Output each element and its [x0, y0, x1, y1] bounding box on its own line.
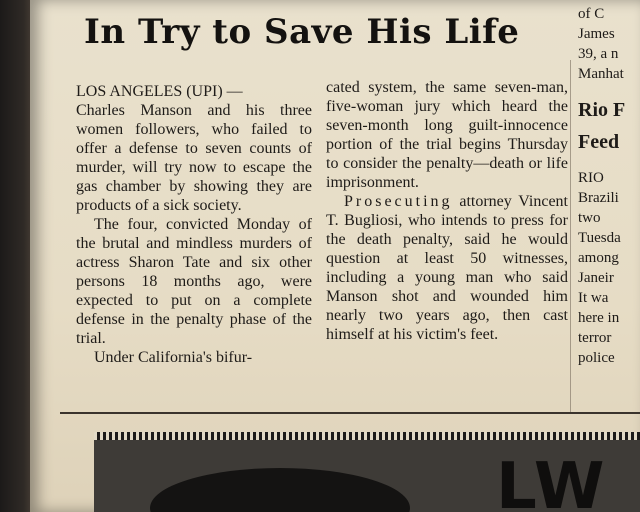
middle-paragraph-1: cated system, the same seven-man, five-woman jury which heard the seven-month long guilt-innocence portion of the trial begins Thursday to consider the penalty—death or life imprisonment.	[326, 79, 568, 191]
right-line: terror	[578, 330, 612, 346]
background-edge	[0, 0, 34, 512]
left-paragraph-2: The four, convicted Monday of the brutal and mindless murders of actress Sharon Tate and six other persons 18 months ago, were expected to put on a complete defense in the penalty phase of the trial.	[76, 216, 312, 347]
newspaper-page	[30, 0, 640, 512]
right-line: 39, a n	[578, 46, 619, 62]
advertisement-border	[94, 432, 640, 440]
right-line: Brazili	[578, 190, 619, 206]
middle-paragraph-2	[326, 192, 568, 344]
column-divider	[570, 60, 571, 412]
paragraph-lead-word: Prosecuting	[344, 193, 453, 210]
left-column	[76, 82, 312, 367]
right-line: here in	[578, 310, 620, 326]
right-line: James	[578, 26, 615, 42]
right-line: RIO	[578, 170, 604, 186]
headline: In Try to Save His Life	[84, 12, 520, 52]
right-line: among	[578, 250, 619, 266]
right-line: two	[578, 210, 601, 226]
right-line: Tuesda	[578, 230, 621, 246]
right-line: Janeir	[578, 270, 614, 286]
right-column	[578, 4, 640, 368]
horizontal-rule	[60, 412, 640, 414]
right-line: It wa	[578, 290, 609, 306]
right-line: of C	[578, 6, 605, 22]
dateline: LOS ANGELES (UPI) —	[76, 83, 243, 100]
middle-column	[326, 78, 568, 344]
advertisement-text: LW	[496, 450, 607, 512]
right-subheadline: Feed	[578, 131, 620, 153]
middle-paragraph-2-body: attorney Vincent T. Bugliosi, who intends to press for the death penalty, said he would question at least 50 witnesses, including a young man who said Manson shot and wounded him nearly two years ago, then cast himself at his victim's feet.	[326, 193, 568, 343]
right-subheadline: Rio F	[578, 99, 626, 121]
right-line: police	[578, 350, 615, 366]
left-paragraph-3: Under California's bifur-	[94, 349, 253, 366]
right-line: Manhat	[578, 66, 624, 82]
left-paragraph-1: Charles Manson and his three women followers, who failed to offer a defense to seven counts of murder, will try now to escape the gas chamber by showing they are products of a sick society.	[76, 102, 312, 214]
